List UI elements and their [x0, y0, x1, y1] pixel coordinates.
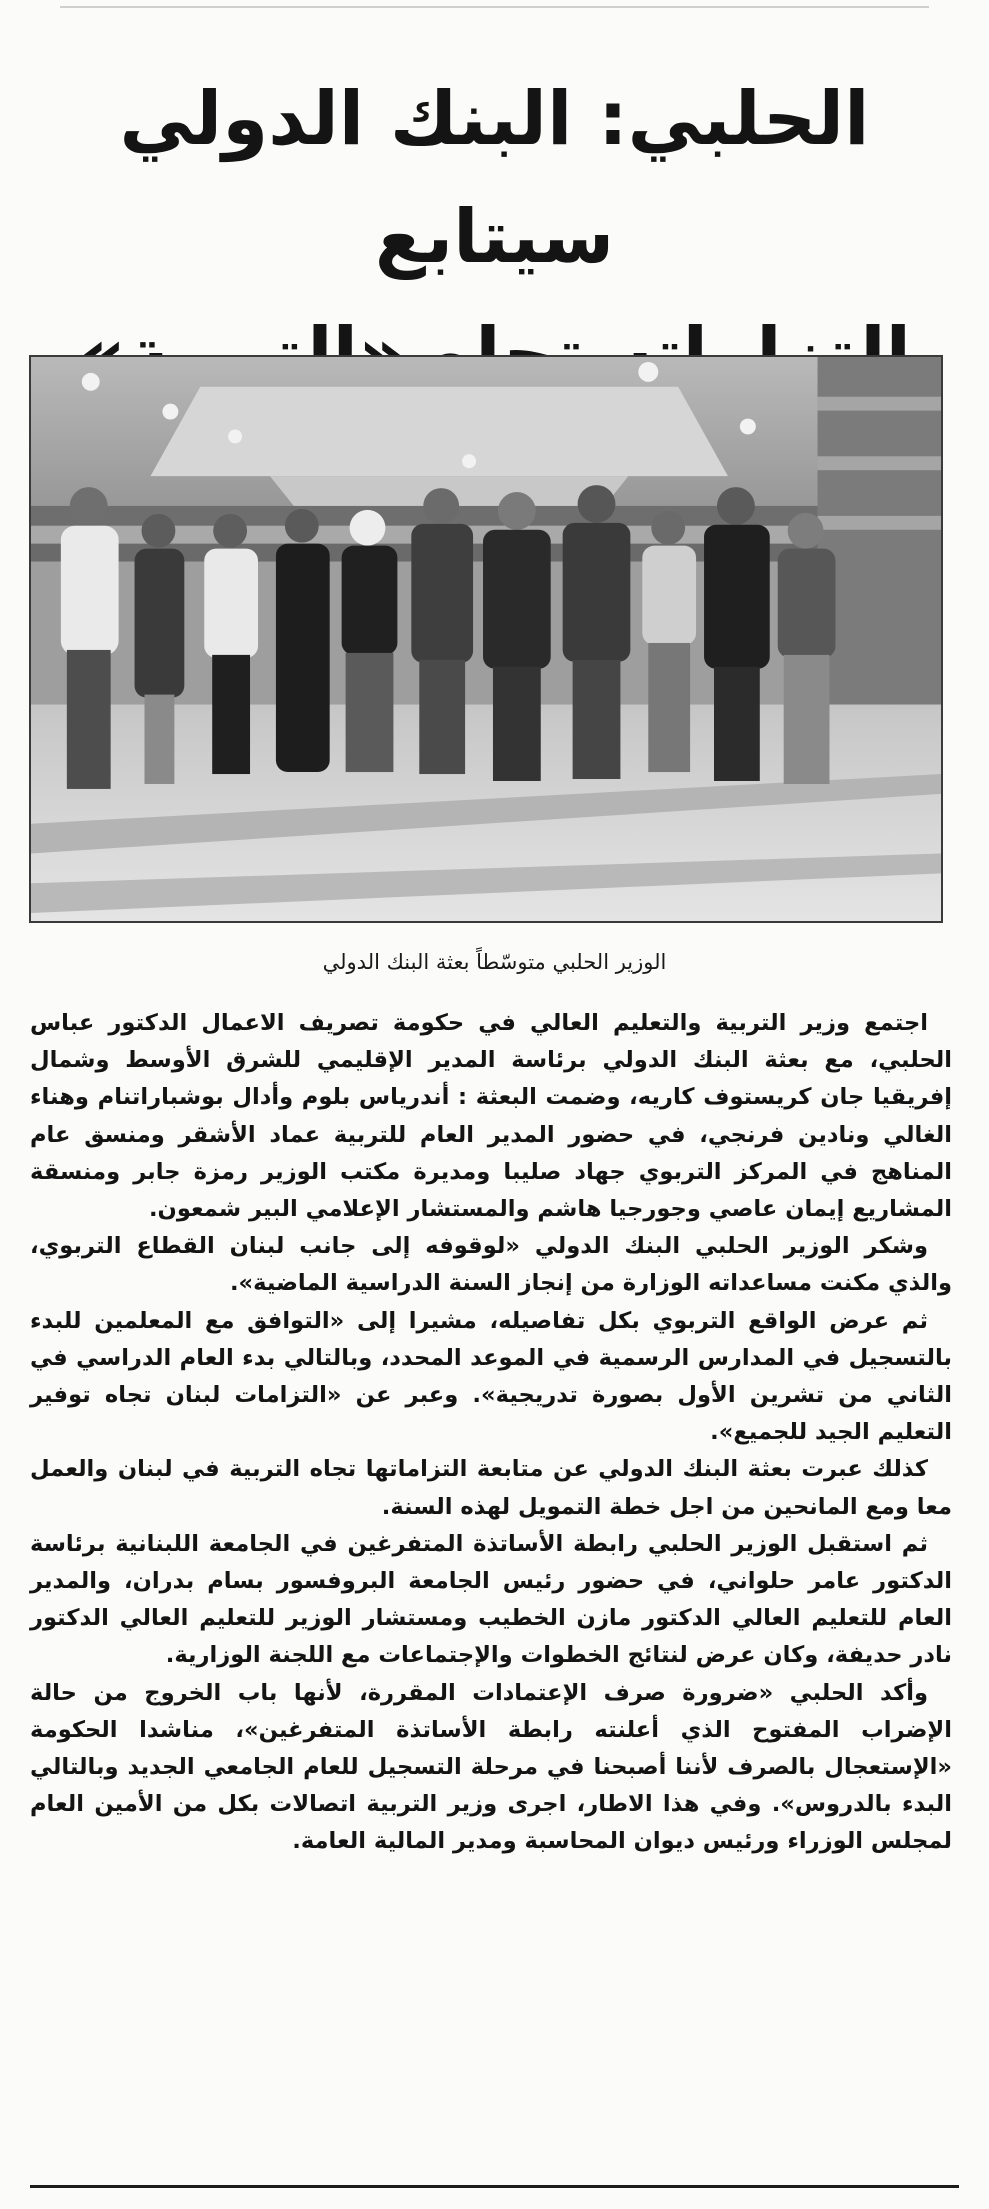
- article-paragraph: كذلك عبرت بعثة البنك الدولي عن متابعة التزاماتها تجاه التربية في لبنان والعمل معا ومع المانحين من اجل خطة التمويل لهذه السنة.: [30, 1456, 952, 1520]
- news-photo: [29, 355, 943, 923]
- article-paragraph: اجتمع وزير التربية والتعليم العالي في حكومة تصريف الاعمال الدكتور عباس الحلبي، مع بعثة البنك الدولي برئاسة المدير الإقليمي للشرق الأوسط وشمال إفريقيا جان كريستوف كاريه، وضمت البعثة : أندرياس بلوم وأدال بوشباراتنام وهناء الغالي ونادين فرنجي، في حضور المدير العام للتربية عماد الأشقر ومنسق عام المناهج في المركز التربوي جهاد صليبا ومديرة مكتب الوزير رمزة جابر ومنسقة المشاريع إيمان عاصي وجورجيا هاشم والمستشار الإعلامي البير شمعون.: [30, 1010, 952, 1223]
- article-paragraph: ثم عرض الواقع التربوي بكل تفاصيله، مشيرا إلى «التوافق مع المعلمين للبدء بالتسجيل في المدارس الرسمية في الموعد المحدد، وبالتالي بدء العام الدراسي في الثاني من تشرين الأول بصورة تدريجية». وعبر عن «التزامات لبنان تجاه توفير التعليم الجيد للجميع».: [30, 1307, 952, 1446]
- article-paragraph: وشكر الوزير الحلبي البنك الدولي «لوقوفه إلى جانب لبنان القطاع التربوي، والذي مكنت مساعداته الوزارة من إنجاز السنة الدراسية الماضية».: [30, 1233, 952, 1297]
- headline-line-1: الحلبي: البنك الدولي سيتابع: [119, 76, 870, 280]
- bottom-divider: [30, 2185, 959, 2188]
- article-paragraph: ثم استقبل الوزير الحلبي رابطة الأساتذة المتفرغين في الجامعة اللبنانية برئاسة الدكتور عامر حلواني، في حضور رئيس الجامعة البروفسور بسام بدران، والمدير العام للتعليم العالي الدكتور مازن الخطيب ومستشار الوزير للتعليم العالي الدكتور نادر حديفة، وكان عرض لنتائج الخطوات والإجتماعات مع اللجنة الوزارية.: [30, 1530, 952, 1669]
- photo-caption: الوزير الحلبي متوسّطاً بعثة البنك الدولي: [322, 950, 667, 974]
- meeting-photo-illustration: [31, 357, 941, 921]
- article-paragraph: وأكد الحلبي «ضرورة صرف الإعتمادات المقررة، لأنها باب الخروج من حالة الإضراب المفتوح الذي أعلنته رابطة الأساتذة المتفرغين»، مناشدا الحكومة «الإستعجال بالصرف لأننا أصبحنا في مرحلة التسجيل للعام الجامعي الجديد وبالتالي البدء بالدروس». وفي هذا الاطار، اجرى وزير التربية اتصالات بكل من الأمين العام لمجلس الوزراء ورئيس ديوان المحاسبة ومدير المالية العامة.: [30, 1679, 952, 1855]
- article-body: [30, 1005, 952, 1861]
- top-divider: [60, 6, 929, 8]
